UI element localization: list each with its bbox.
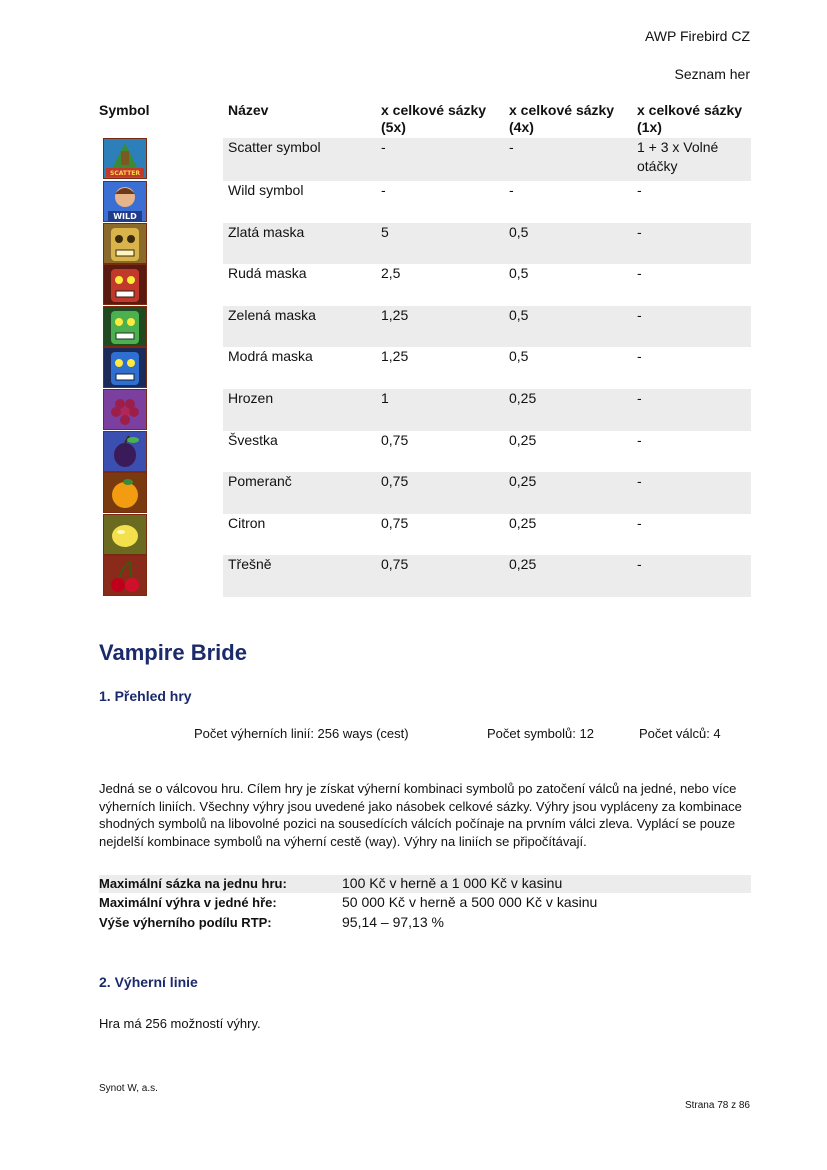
table-row xyxy=(99,306,751,348)
payout-5x: 0,75 xyxy=(381,514,409,531)
orange-icon xyxy=(103,472,147,513)
symbol-name: Hrozen xyxy=(223,389,378,431)
payout-4x: 0,25 xyxy=(509,514,537,531)
symbol-name: Citron xyxy=(228,514,266,531)
payout-4x: 0,25 xyxy=(506,555,634,597)
info-value: 100 Kč v herně a 1 000 Kč v kasinu xyxy=(342,875,563,891)
scatter-icon xyxy=(103,138,147,179)
red-mask-icon xyxy=(103,264,147,305)
payout-4x: 0,5 xyxy=(506,306,634,348)
symbol-cell xyxy=(99,264,223,306)
table-row xyxy=(99,264,751,306)
game-description: Jedná se o válcovou hru. Cílem hry je získat výherní kombinaci symbolů po zatočení válců na jedné, nebo více výherních liniích. Všechny výhry jsou uvedené jako násobek celkové sázky. Výhry jsou vypláceny za kombinace shodných symbolů na libovolné pozici na sousedících válcích počínaje na prvním válci zleva. Vyplácí se pouze nejdelší kombinace symbolů na výherní cestě (way). Výhry na liniích se připočítávají. xyxy=(99,781,742,849)
wild-icon-label: WILD xyxy=(113,212,137,221)
overview-reels: Počet válců: 4 xyxy=(639,726,721,741)
payout-5x: 5 xyxy=(378,223,506,265)
overview-lines: Počet výherních linií: 256 ways (cest) xyxy=(194,726,409,741)
payout-4x: 0,5 xyxy=(506,223,634,265)
table-row xyxy=(99,389,751,431)
table-row xyxy=(99,138,751,181)
wild-icon xyxy=(103,181,147,222)
table-row xyxy=(99,472,751,514)
info-label: Maximální výhra v jedné hře: xyxy=(99,895,277,910)
payout-5x: 0,75 xyxy=(381,431,409,448)
symbol-name: Zlatá maska xyxy=(223,223,378,265)
symbol-paytable xyxy=(99,102,751,597)
payout-5x: 0,75 xyxy=(378,555,506,597)
payout-1x: - xyxy=(634,223,751,265)
payout-5x: - xyxy=(378,138,506,181)
payout-5x: 2,5 xyxy=(381,265,401,282)
symbol-cell xyxy=(99,181,223,223)
payout-1x: - xyxy=(637,348,642,365)
symbol-cell xyxy=(99,306,223,348)
gold-mask-icon xyxy=(103,223,147,264)
payout-4x: 0,25 xyxy=(509,431,537,448)
symbol-name: Wild symbol xyxy=(228,182,304,198)
payout-1x: - xyxy=(634,389,751,431)
table-row xyxy=(99,181,751,223)
symbol-cell xyxy=(99,347,223,389)
paytable-header-row xyxy=(99,102,751,138)
document-header-product: AWP Firebird CZ xyxy=(644,28,750,44)
payout-1x: - xyxy=(634,472,751,514)
info-value: 50 000 Kč v herně a 500 000 Kč v kasinu xyxy=(342,894,598,910)
payout-1x: - xyxy=(637,182,642,198)
payout-5x: 0,75 xyxy=(378,472,506,514)
payout-5x: 1,25 xyxy=(378,306,506,348)
payout-5x: 1,25 xyxy=(381,348,409,365)
cherry-icon xyxy=(103,555,147,596)
symbol-cell xyxy=(99,431,223,473)
payout-4x: - xyxy=(506,138,634,181)
payout-1x: - xyxy=(634,555,751,597)
footer-page-number: Strana 78 z 86 xyxy=(684,1100,750,1111)
info-value: 95,14 – 97,13 % xyxy=(342,914,444,930)
scatter-icon-label: SCATTER xyxy=(110,170,140,177)
payout-5x: - xyxy=(381,182,386,198)
symbol-name: Třešně xyxy=(223,555,378,597)
overview-symbols: Počet symbolů: 12 xyxy=(487,726,594,741)
col-header-5x: x celkové sázky (5x) xyxy=(381,102,487,135)
grapes-icon xyxy=(103,389,147,430)
payout-1x: 1 + 3 x Volné otáčky xyxy=(634,138,751,181)
document-header-section: Seznam her xyxy=(674,66,750,82)
symbol-cell xyxy=(99,514,223,556)
payout-4x: 0,5 xyxy=(509,348,529,365)
game-title: Vampire Bride xyxy=(99,640,247,665)
info-label: Výše výherního podílu RTP: xyxy=(99,915,272,930)
col-header-symbol: Symbol xyxy=(99,102,150,118)
blue-mask-icon xyxy=(103,347,147,388)
symbol-name: Zelená maska xyxy=(223,306,378,348)
symbol-cell xyxy=(99,223,223,265)
table-row xyxy=(99,223,751,265)
footer-company: Synot W, a.s. xyxy=(99,1083,158,1094)
symbol-cell xyxy=(99,389,223,431)
payout-1x: - xyxy=(637,265,642,282)
symbol-name: Švestka xyxy=(228,431,278,448)
symbol-name: Scatter symbol xyxy=(223,138,378,181)
section-heading-paylines: 2. Výherní linie xyxy=(99,974,198,990)
green-mask-icon xyxy=(103,306,147,347)
symbol-name: Pomeranč xyxy=(223,472,378,514)
payout-4x: - xyxy=(509,182,514,198)
symbol-cell xyxy=(99,555,223,597)
table-row xyxy=(99,431,751,473)
payout-1x: - xyxy=(634,306,751,348)
symbol-cell xyxy=(99,472,223,514)
section-heading-overview: 1. Přehled hry xyxy=(99,688,192,704)
info-row-max-bet xyxy=(99,875,751,893)
payout-4x: 0,25 xyxy=(506,389,634,431)
symbol-cell xyxy=(99,138,223,181)
payout-1x: - xyxy=(637,514,642,531)
info-label: Maximální sázka na jednu hru: xyxy=(99,876,287,891)
table-row xyxy=(99,347,751,389)
symbol-name: Rudá maska xyxy=(228,265,307,282)
symbol-name: Modrá maska xyxy=(228,348,313,365)
payout-4x: 0,25 xyxy=(506,472,634,514)
plum-icon xyxy=(103,431,147,472)
col-header-1x: x celkové sázky (1x) xyxy=(637,102,743,135)
table-row xyxy=(99,514,751,556)
payout-1x: - xyxy=(637,431,642,448)
lemon-icon xyxy=(103,514,147,555)
col-header-4x: x celkové sázky (4x) xyxy=(509,102,615,135)
col-header-name: Název xyxy=(228,102,269,118)
info-row-max-win xyxy=(99,894,751,912)
table-row xyxy=(99,555,751,597)
ways-text: Hra má 256 možností výhry. xyxy=(99,1016,261,1031)
payout-5x: 1 xyxy=(378,389,506,431)
info-row-rtp xyxy=(99,914,751,932)
payout-4x: 0,5 xyxy=(509,265,529,282)
